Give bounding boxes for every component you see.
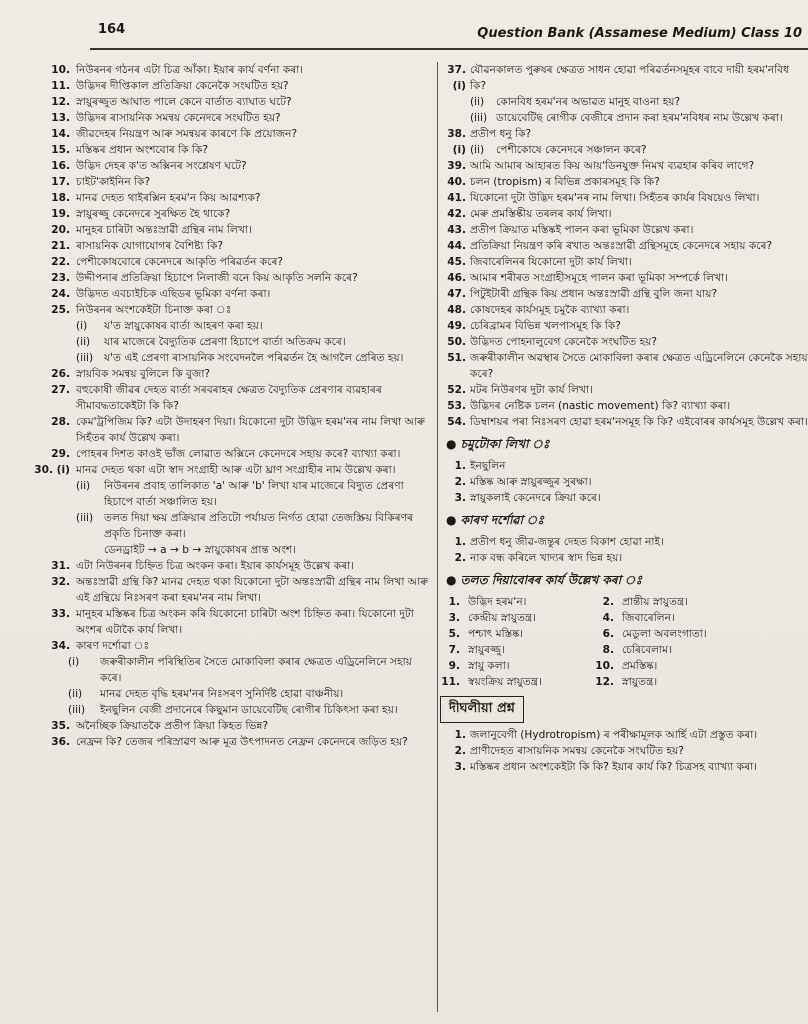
long-question-item [440, 759, 808, 775]
question-text: ডিম্বাশয়ৰ পৰা নিঃসৰণ হোৱা হৰম'নসমূহ কি কি? এইবোৰৰ কাৰ্যসমূহ উল্লেখ কৰা। [470, 416, 808, 428]
question-item [30, 142, 435, 158]
question-item [440, 382, 808, 398]
question-text: প্ৰতীপ ক্ৰিয়াত মস্তিষ্কই পালন কৰা ভূমিকা উল্লেখ কৰা। [470, 224, 694, 236]
question-text: স্নায়ুতন্ত্ৰ। [622, 676, 658, 688]
question-number: (ii) [76, 336, 91, 348]
question-item [440, 158, 808, 174]
question-text: মেডুলা অবলংগাতা। [622, 628, 707, 640]
question-number: 46. [447, 272, 466, 284]
question-item [30, 558, 435, 574]
question-item [30, 686, 435, 702]
question-number: 20. [51, 224, 70, 236]
question-item [30, 350, 435, 366]
question-text: পিটুইটাৰী গ্ৰন্থিক কিয় প্ৰধান অন্তঃস্ৰাৱী গ্ৰন্থি বুলি জনা যায়? [470, 288, 718, 300]
question-text: ৰাসায়নিক যোগাযোগৰ বৈশিষ্ট্য কি? [76, 240, 224, 252]
question-item [30, 270, 435, 286]
function-item [594, 642, 784, 658]
question-text: নিউৰনৰ অংশকেইটা চিনাক্ত কৰা ঃ [76, 304, 232, 316]
question-item [30, 510, 435, 542]
question-number: 12. [595, 676, 614, 688]
right-column [440, 62, 808, 775]
question-number: 16. [51, 160, 70, 172]
question-item [30, 734, 435, 750]
question-text: উদ্দীপনাৰ প্ৰতিক্ৰিয়া হিচাপে নিলাজী বনে কিয় আকৃতি সলনি কৰে? [76, 272, 358, 284]
function-item [440, 594, 590, 610]
question-number: 31. [51, 560, 70, 572]
question-number: 42. [447, 208, 466, 220]
header-rule [90, 48, 808, 50]
question-text: স্নায়ুৰজ্জুত আঘাত পালে কেনে বাৰ্তাত ব্যাঘাত ঘটে? [76, 96, 292, 108]
function-item [594, 594, 784, 610]
section-function-title: ● তলত দিয়াবোৰৰ কাৰ্য উল্লেখ কৰা ঃ [446, 573, 643, 587]
question-number: 49. [447, 320, 466, 332]
question-number: (i) [76, 320, 88, 332]
section-reason [440, 534, 808, 566]
question-number: 21. [51, 240, 70, 252]
question-text: স্বয়ংক্ৰিয় স্নায়ুতন্ত্ৰ। [468, 676, 542, 688]
question-number: 13. [51, 112, 70, 124]
question-item [30, 78, 435, 94]
short-note-item [440, 458, 808, 474]
question-number: 11. [51, 80, 70, 92]
question-text: জীৱদেহৰ নিয়ন্ত্ৰণ আৰু সমন্বয়ৰ কাৰণে কি প্ৰয়োজন? [76, 128, 298, 140]
question-item [30, 478, 435, 510]
question-number: (iii) [68, 704, 86, 716]
question-item [30, 366, 435, 382]
question-number: 40. [447, 176, 466, 188]
question-text: পেশীকোষে কেনেদৰে সঞ্চালন কৰে? [496, 144, 647, 156]
question-text: জৰুৰীকালীন পৰিস্থিতিৰ সৈতে মোকাবিলা কৰাৰ ক্ষেত্ৰত এড্ৰিনেলিনে সহায় কৰে। [100, 656, 412, 684]
question-text: অন্তঃস্ৰাৱী গ্ৰন্থি কি? মানৱ দেহত থকা যিকোনো দুটা অন্তঃস্ৰাৱী গ্ৰন্থিৰ নাম লিখা আৰু এই গ্ৰন্থিয়ে নিঃসৰণ কৰা হৰম'নৰ নাম লিখা। [76, 576, 429, 604]
question-number: 10. [595, 660, 614, 672]
question-item [440, 206, 808, 222]
question-number: (i) [68, 656, 80, 668]
question-number: 44. [447, 240, 466, 252]
question-number: 25. [51, 304, 70, 316]
question-number: 1. [448, 596, 460, 608]
question-number: 6. [602, 628, 614, 640]
question-number: 53. [447, 400, 466, 412]
question-item [440, 302, 808, 318]
question-number: 15. [51, 144, 70, 156]
question-item [440, 398, 808, 414]
question-item [440, 318, 808, 334]
question-number: 27. [51, 384, 70, 396]
question-number: 37. (i) [447, 64, 466, 92]
question-number: 2. [454, 745, 466, 757]
question-text: অনৈচ্ছিক ক্ৰিয়াতকৈ প্ৰতীপ ক্ৰিয়া কিহত ভিন্ন? [76, 720, 269, 732]
question-item [30, 318, 435, 334]
question-number: 36. [51, 736, 70, 748]
question-number: 51. [447, 352, 466, 364]
question-number: 1. [454, 536, 466, 548]
question-item [440, 270, 808, 286]
question-number: 33. [51, 608, 70, 620]
function-item [440, 626, 590, 642]
question-item [30, 286, 435, 302]
question-text: চেৰিবেলাম। [622, 644, 672, 656]
function-item [594, 610, 784, 626]
question-text: ইনছুলিন [470, 460, 506, 472]
question-text: জলানুবেগী (Hydrotropism) ৰ পৰীক্ষামূলক আৰ্হি এটা প্ৰস্তুত কৰা। [470, 729, 758, 741]
question-number: 5. [448, 628, 460, 640]
question-text: উদ্ভিদত পোহনালুবেগ কেনেকৈ সংঘটিত হয়? [470, 336, 658, 348]
question-text: উদ্ভিদৰ দীপ্তিকাল প্ৰতিক্ৰিয়া কেনেকৈ সংঘটিত হয়? [76, 80, 289, 92]
question-number: 45. [447, 256, 466, 268]
question-text: নেফ্ৰন কি? তেজৰ পৰিস্ৰাৱণ আৰু মূত্ৰ উৎপাদনত নেফ্ৰন কেনেদৰে জড়িত হয়? [76, 736, 408, 748]
question-item [30, 654, 435, 686]
question-number: 2. [602, 596, 614, 608]
question-text: চাইট'কাইনিন কি? [76, 176, 151, 188]
question-number: 22. [51, 256, 70, 268]
function-item [594, 674, 784, 690]
question-number: 32. [51, 576, 70, 588]
question-text: আমি আমাৰ আহাৰত কিয় আয়'ডিনযুক্ত নিমখ ব্যৱহাৰ কৰিব লাগে? [470, 160, 755, 172]
question-item [440, 286, 808, 302]
question-text: উদ্ভিদ দেহৰ ক'ত অক্সিনৰ সংশ্লেষণ ঘটে? [76, 160, 247, 172]
question-text: আমাৰ শৰীৰত সংগ্ৰাহীসমূহে পালন কৰা ভূমিকা সম্পৰ্কে লিখা। [470, 272, 728, 284]
question-text: মানৱ দেহত থাইৰক্সিন হৰম'ন কিয় আৱশ্যক? [76, 192, 261, 204]
question-number: 7. [448, 644, 460, 656]
question-item [30, 334, 435, 350]
section-short-notes-title: ● চমুটোকা লিখা ঃ [446, 437, 550, 451]
question-number: 38. (i) [447, 128, 466, 156]
question-number: 23. [51, 272, 70, 284]
function-item [594, 626, 784, 642]
question-text: মানৱ দেহত বৃদ্ধি হৰম'নৰ নিঃসৰণ সুনিৰ্দিষ্ট হোৱা বাঞ্চনীয়। [100, 688, 344, 700]
page-header [0, 0, 808, 50]
question-text: ডায়েবেটিছ ৰোগীক বেজীৰে প্ৰদান কৰা হৰম'নবিধৰ নাম উল্লেখ কৰা। [496, 112, 783, 124]
question-item [30, 158, 435, 174]
book-title: Question Bank (Assamese Medium) Class 10 [477, 26, 802, 41]
question-number: 3. [454, 492, 466, 504]
question-text: স্নায়ুকলাই কেনেদৰে ক্ৰিয়া কৰে। [470, 492, 601, 504]
question-item [440, 350, 808, 382]
reason-item [440, 550, 808, 566]
question-item [30, 718, 435, 734]
question-number: (iii) [76, 352, 94, 364]
question-text: মস্তিষ্কৰ প্ৰধান অংশবোৰ কি কি? [76, 144, 208, 156]
long-question-item [440, 743, 808, 759]
question-number: 50. [447, 336, 466, 348]
question-number: (ii) [470, 96, 485, 108]
long-question-item [440, 727, 808, 743]
question-text: যৌৱনকালত পুৰুষৰ ক্ষেত্ৰত সাধন হোৱা পৰিৱৰ্তনসমূহৰ বাবে দায়ী হৰম'নবিধ কি? [470, 64, 789, 92]
question-number: 3. [454, 761, 466, 773]
question-text: জিবাৰেলিনৰ যিকোনো দুটা কাৰ্য লিখা। [470, 256, 632, 268]
question-number: 19. [51, 208, 70, 220]
question-text: মস্তিষ্ক আৰু স্নায়ুৰজ্জুৰ সুৰক্ষা। [470, 476, 592, 488]
question-text: প্ৰমস্তিষ্ক। [622, 660, 658, 672]
question-item [30, 702, 435, 718]
question-text: কাৰণ দৰ্শোৱা ঃ [76, 640, 150, 652]
function-item [594, 658, 784, 674]
question-text: উদ্ভিদৰ ৰাসায়নিক সমন্বয় কেনেদৰে সংঘটিত হয়? [76, 112, 281, 124]
question-text: কোনবিধ হৰম'নৰ অভাৱত মানুহ বাওনা হয়? [496, 96, 681, 108]
question-text: স্নায়ুৰজ্জু কেনেদৰে সুৰক্ষিত হৈ থাকে? [76, 208, 231, 220]
question-number: 17. [51, 176, 70, 188]
question-text: স্নায়বিক সমন্বয় বুলিলে কি বুজা? [76, 368, 211, 380]
question-text: নিউৰনৰ গঠনৰ এটা চিত্ৰ আঁকা। ইয়াৰ কাৰ্য বৰ্ণনা কৰা। [76, 64, 304, 76]
question-text: উদ্ভিদ হৰম'ন। [468, 596, 527, 608]
question-text: কোষদেহৰ কাৰ্যসমূহ চমুকৈ ব্যাখ্যা কৰা। [470, 304, 630, 316]
question-number: 35. [51, 720, 70, 732]
question-text: মটৰ নিউৰণৰ দুটা কাৰ্য লিখা। [470, 384, 593, 396]
question-text: পশ্চাৎ মস্তিষ্ক। [468, 628, 524, 640]
question-text: ডেনড্ৰাইট → a → b → স্নায়ুকোষৰ প্ৰান্ত অংশ। [104, 544, 296, 556]
question-item [440, 190, 808, 206]
question-text: প্ৰতিক্ৰিয়া নিয়ন্ত্ৰণ কৰি ৰখাত অন্তঃস্ৰাৱী গ্ৰন্থিসমূহে কেনেদৰে সহায় কৰে? [470, 240, 773, 252]
question-item [30, 446, 435, 462]
question-number: 24. [51, 288, 70, 300]
question-number: 43. [447, 224, 466, 236]
question-number: 2. [454, 476, 466, 488]
question-text: মস্তিষ্কৰ প্ৰধান অংশকেইটা কি কি? ইয়াৰ কাৰ্য কি? চিত্ৰসহ ব্যাখ্যা কৰা। [470, 761, 757, 773]
question-number: 54. [447, 416, 466, 428]
question-text: প্ৰান্তীয় স্নায়ুতন্ত্ৰ। [622, 596, 689, 608]
question-item [30, 574, 435, 606]
question-text: প্ৰাণীদেহত ৰাসায়নিক সমন্বয় কেনেকৈ সংঘটিত হয়? [470, 745, 684, 757]
question-number: 11. [441, 676, 460, 688]
question-text: পেশীকোষবোৰে কেনেদৰে আকৃতি পৰিৱৰ্তন কৰে? [76, 256, 284, 268]
question-number: 34. [51, 640, 70, 652]
question-number: (ii) [470, 144, 485, 156]
question-text: মানুহৰ চাৰিটা অন্তঃস্ৰাৱী গ্ৰন্থিৰ নাম লিখা। [76, 224, 252, 236]
question-item [440, 222, 808, 238]
right-questions [440, 62, 808, 430]
question-text: যাৰ মাজেৰে বৈদ্যুতিক প্ৰেৰণা হিচাপে বাৰ্তা অতিক্ৰম কৰে। [104, 336, 346, 348]
question-text: নাক বন্ধ কৰিলে খাদ্যৰ স্বাদ ভিন্ন হয়। [470, 552, 623, 564]
question-number: 12. [51, 96, 70, 108]
question-number: 52. [447, 384, 466, 396]
question-number: 48. [447, 304, 466, 316]
question-number: 41. [447, 192, 466, 204]
function-item [440, 610, 590, 626]
function-item [440, 658, 590, 674]
question-text: ইনছুলিন বেজী প্ৰদানেৰে কিছুমান ডায়েবেটিছ ৰোগীৰ চিকিৎসা কৰা হয়। [100, 704, 398, 716]
question-text: প্ৰতীপ ধনু কি? [470, 128, 532, 140]
question-text: য'ত এই প্ৰেৰণা ৰাসায়নিক সংবেদনলৈ পৰিৱৰ্তন হৈ আগলৈ প্ৰেৰিত হয়। [104, 352, 404, 364]
short-note-item [440, 474, 808, 490]
section-long-questions [440, 727, 808, 775]
question-item [440, 110, 808, 126]
question-number: (ii) [76, 480, 91, 492]
question-text: মেৰু প্ৰমস্তিষ্কীয় তৰলৰ কাৰ্য লিখা। [470, 208, 612, 220]
question-item [30, 94, 435, 110]
question-number: 28. [51, 416, 70, 428]
question-text: চলন (tropism) ৰ বিভিন্ন প্ৰকাৰসমূহ কি কি? [470, 176, 660, 188]
function-item [440, 642, 590, 658]
question-number: 1. [454, 460, 466, 472]
question-item [30, 110, 435, 126]
question-item [30, 206, 435, 222]
question-text: কেম'ট্ৰপিজিম কি? এটা উদাহৰণ দিয়া। যিকোনো দুটা উদ্ভিদ হৰম'নৰ নাম লিখা আৰু সিহঁতৰ কাৰ্য উল্লেখ কৰা। [76, 416, 425, 444]
question-item [30, 238, 435, 254]
column-divider [437, 62, 438, 1012]
left-column [30, 62, 435, 750]
question-item [440, 94, 808, 110]
question-number: 30. (i) [34, 464, 70, 476]
question-text: চেৰিব্ৰামৰ বিভিন্ন খলপাসমূহ কি কি? [470, 320, 621, 332]
question-number: 47. [447, 288, 466, 300]
question-item [440, 254, 808, 270]
question-number: 4. [602, 612, 614, 624]
question-item [440, 414, 808, 430]
question-text: পোহৰৰ দিশত কাওই ভাঁজ লোৱাত অক্সিনে কেনেদৰে সহায় কৰে? ব্যাখ্যা কৰা। [76, 448, 401, 460]
question-text: মানুহৰ মস্তিষ্কৰ চিত্ৰ অংকন কৰি যিকোনো চাৰিটা অংশ চিহ্নিত কৰা। যিকোনো দুটা অংশৰ এটাকৈ কাৰ্য লিখা। [76, 608, 414, 636]
question-text: তলত দিয়া ক্ষয় প্ৰক্ৰিয়াৰ প্ৰতিটো পৰ্যায়ত নিৰ্গত হোৱা তেজস্ক্ৰিয় বিকিৰণৰ প্ৰকৃতি চিনাক্ত কৰা। [104, 512, 413, 540]
question-item [440, 238, 808, 254]
question-item [30, 462, 435, 478]
question-item [30, 606, 435, 638]
section-reason-title: ● কাৰণ দৰ্শোৱা ঃ [446, 513, 544, 527]
question-item [30, 414, 435, 446]
section-function-grid [440, 594, 808, 690]
question-item [30, 254, 435, 270]
question-item [30, 302, 435, 318]
question-item [30, 542, 435, 558]
question-text: উদ্ভিদৰ নেষ্টিক চলন (nastic movement) কি? ব্যাখ্যা কৰা। [470, 400, 731, 412]
question-number: 8. [602, 644, 614, 656]
question-text: এটা নিউৰনৰ চিহ্নিত চিত্ৰ অংকন কৰা। ইয়াৰ কাৰ্যসমূহ উল্লেখ কৰা। [76, 560, 354, 572]
function-item [440, 674, 590, 690]
question-number: 1. [454, 729, 466, 741]
question-number: 14. [51, 128, 70, 140]
question-item [30, 190, 435, 206]
section-long-title: দীঘলীয়া প্ৰশ্ন [440, 696, 524, 723]
question-text: জৰুৰীকালীন অৱস্থাৰ সৈতে মোকাবিলা কৰাৰ ক্ষেত্ৰত এড্ৰিনেলিনে কেনেকৈ সহায় কৰে? [470, 352, 808, 380]
question-item [30, 382, 435, 414]
question-text: উদ্ভিদত এবচাইচিক এছিডৰ ভূমিকা বৰ্ণনা কৰা। [76, 288, 271, 300]
question-number: 2. [454, 552, 466, 564]
question-number: (iii) [470, 112, 488, 124]
question-text: যিকোনো দুটা উদ্ভিদ হৰম'নৰ নাম লিখা। সিহঁতৰ কাৰ্যৰ বিষয়েও লিখা। [470, 192, 760, 204]
question-text: নিউৰনৰ প্ৰবাহ তালিকাত 'a' আৰু 'b' লিখা যাৰ মাজেৰে বিদ্যুত প্ৰেৰণা হিচাপে বাৰ্তা সঞ্চালিত হয়। [104, 480, 404, 508]
question-item [30, 126, 435, 142]
reason-item [440, 534, 808, 550]
question-number: 29. [51, 448, 70, 460]
question-item [440, 174, 808, 190]
question-item [440, 334, 808, 350]
question-number: 9. [448, 660, 460, 672]
question-text: স্নায়ুৰজ্জু। [468, 644, 505, 656]
question-text: জিবাৰেলিন। [622, 612, 675, 624]
question-text: য'ত স্নায়ুকোষৰ বাৰ্তা আহৰণ কৰা হয়। [104, 320, 263, 332]
question-item [440, 142, 808, 158]
question-number: (ii) [68, 688, 83, 700]
question-text: বহুকোষী জীৱৰ দেহত বাৰ্তা সৰবৰাহৰ ক্ষেত্ৰত বৈদ্যুতিক প্ৰেৰণাৰ ব্যৱহাৰৰ সীমাবদ্ধতাকেইটা কি কি? [76, 384, 382, 412]
question-number: 10. [51, 64, 70, 76]
section-short-notes [440, 458, 808, 506]
question-item [30, 222, 435, 238]
question-item [30, 638, 435, 654]
page-number: 164 [98, 22, 126, 37]
question-number: 39. [447, 160, 466, 172]
question-text: স্নায়ু কলা। [468, 660, 510, 672]
short-note-item [440, 490, 808, 506]
question-text: মানৱ দেহত থকা এটা স্বাদ সংগ্ৰাহী আৰু এটা ঘ্ৰাণ সংগ্ৰাহীৰ নাম উল্লেখ কৰা। [76, 464, 396, 476]
question-item [30, 62, 435, 78]
question-number: 3. [448, 612, 460, 624]
question-text: প্ৰতীপ ধনু জীৱ-জন্তুৰ দেহত বিকাশ হোৱা নাই। [470, 536, 664, 548]
question-number: (iii) [76, 512, 94, 524]
question-item [30, 174, 435, 190]
question-text: কেন্দ্ৰীয় স্নায়ুতন্ত্ৰ। [468, 612, 537, 624]
question-number: 26. [51, 368, 70, 380]
question-number: 18. [51, 192, 70, 204]
question-item [440, 62, 808, 94]
